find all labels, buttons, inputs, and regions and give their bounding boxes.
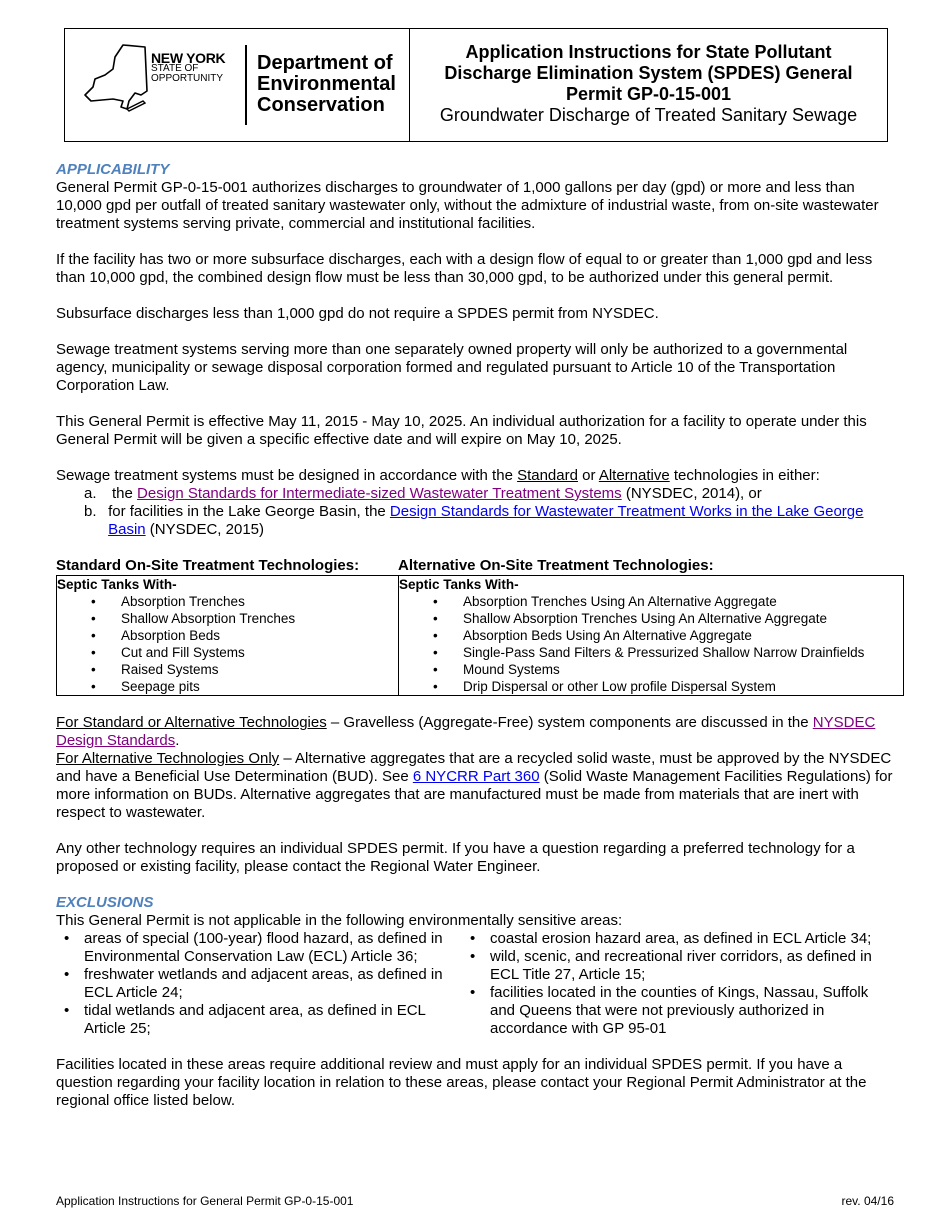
dec-line1: Department of	[257, 52, 393, 74]
footer-revision: rev. 04/16	[841, 1194, 894, 1208]
exclusions-heading: EXCLUSIONS	[56, 894, 154, 911]
document-title	[410, 29, 887, 141]
exclusions-intro: This General Permit is not applicable in the following environmentally sensitive areas:	[56, 912, 623, 929]
document-body	[56, 161, 896, 1128]
dec-line3: Conservation	[257, 94, 385, 116]
title-line1: Application Instructions for State Pollutant	[465, 42, 832, 62]
list-item: • Shallow Absorption Trenches Using An Alternative Aggregate	[399, 610, 903, 627]
standard-technologies-list	[57, 593, 398, 695]
list-item: • Absorption Trenches	[57, 593, 398, 610]
applicability-paragraph-3: Subsurface discharges less than 1,000 gpd do not require a SPDES permit from NYSDEC.	[56, 305, 659, 322]
exclusions-column-1	[56, 930, 456, 1038]
standard-technologies-heading: Standard On-Site Treatment Technologies:	[56, 557, 360, 574]
ny-wordmark	[151, 50, 226, 84]
dec-logo	[65, 29, 410, 141]
other-technology-paragraph: Any other technology requires an individual SPDES permit. If you have a question regarding a preferred technology for a proposed or existing facility, please contact the Regional Water Engineer.	[56, 840, 855, 875]
list-item: • wild, scenic, and recreational river corridors, as defined in ECL Title 27, Article 15;	[462, 948, 896, 984]
exclusions-list	[56, 930, 896, 1038]
alternative-technologies-heading: Alternative On-Site Treatment Technologies:	[398, 557, 714, 574]
applicability-paragraph-2: If the facility has two or more subsurface discharges, each with a design flow of equal to or greater than 1,000 gpd and less than 10,000 gpd, the combined design flow must be less than 30,000 gpd, to be authorized under this general permit.	[56, 251, 873, 286]
exclusions-column-2	[456, 930, 896, 1038]
list-item: • Absorption Beds Using An Alternative Aggregate	[399, 627, 903, 644]
document-header	[64, 28, 888, 142]
design-standards-list	[56, 485, 896, 539]
list-item: • Absorption Beds	[57, 627, 398, 644]
alternative-subheading: Septic Tanks With-	[399, 577, 519, 592]
list-item: • Drip Dispersal or other Low profile Dispersal System	[399, 678, 903, 695]
standard-subheading: Septic Tanks With-	[57, 577, 177, 592]
list-item: • Seepage pits	[57, 678, 398, 695]
alternative-term: Alternative	[598, 467, 670, 484]
list-item: • Mound Systems	[399, 661, 903, 678]
alternative-only-note: For Alternative Technologies Only – Alternative aggregates that are a recycled solid waste, must be approved by the NYSDEC and have a Beneficial Use Determination (BUD). See 6 NYCRR Part 360 (Solid Waste Management Facilities Regulations) for more information on BUDs. Alternative aggregates that are manufactured must be made from materials that are inert with respect to wastewater.	[56, 750, 893, 821]
list-item: • Absorption Trenches Using An Alternative Aggregate	[399, 593, 903, 610]
footer-document-name: Application Instructions for General Permit GP-0-15-001	[56, 1194, 354, 1208]
list-item: • Raised Systems	[57, 661, 398, 678]
lake-george-design-standards-link[interactable]: Design Standards for Wastewater Treatment Works in the Lake George Basin	[108, 503, 864, 538]
alternative-technologies-list	[399, 593, 903, 695]
list-item: b. for facilities in the Lake George Basin, the Design Standards for Wastewater Treatment Works in the Lake George Basin (NYSDEC, 2015)	[84, 503, 864, 538]
intermediate-design-standards-link[interactable]: Design Standards for Intermediate-sized Wastewater Treatment Systems	[137, 485, 622, 502]
new-york-state-map-icon	[83, 43, 149, 115]
document-subtitle: Groundwater Discharge of Treated Sanitary Sewage	[439, 105, 858, 125]
list-item: a. the Design Standards for Intermediate-sized Wastewater Treatment Systems (NYSDEC, 2014), or	[84, 485, 762, 502]
technologies-table	[56, 575, 904, 696]
standard-or-alternative-note: For Standard or Alternative Technologies – Gravelless (Aggregate-Free) system components are discussed in the NYSDEC Design Standards.	[56, 714, 876, 749]
list-item: • Shallow Absorption Trenches	[57, 610, 398, 627]
standard-technologies-column	[57, 576, 399, 695]
dec-line2: Environmental	[257, 73, 396, 95]
nysdec-design-standards-link[interactable]: NYSDEC Design Standards	[56, 714, 876, 749]
applicability-heading: APPLICABILITY	[56, 161, 170, 178]
applicability-paragraph-4: Sewage treatment systems serving more than one separately owned property will only be authorized to a governmental agency, municipality or sewage disposal corporation formed and regulated pursuant to Article 10 of the Transportation Corporation Law.	[56, 341, 848, 394]
ny-line1: NEW YORK	[151, 50, 226, 66]
list-item: • tidal wetlands and adjacent area, as defined in ECL Article 25;	[56, 1002, 456, 1038]
page-footer	[56, 1192, 894, 1210]
title-line3: Permit GP-0-15-001	[565, 84, 732, 104]
exclusions-closing-paragraph: Facilities located in these areas require additional review and must apply for an individual SPDES permit. If you have a question regarding your facility location in relation to these areas, please contact your Regional Permit Administrator at the regional office listed below.	[56, 1056, 867, 1109]
list-item: • Cut and Fill Systems	[57, 644, 398, 661]
dec-wordmark	[257, 53, 396, 116]
applicability-paragraph-5: This General Permit is effective May 11, 2015 - May 10, 2025. An individual authorization for a facility to operate under this General Permit will be given a specific effective date and will expire on May 10, 2025.	[56, 413, 867, 448]
alternative-technologies-column	[399, 576, 903, 695]
list-item: • facilities located in the counties of Kings, Nassau, Suffolk and Queens that were not previously authorized in accordance with GP 95-01	[462, 984, 896, 1038]
ny-line3: OPPORTUNITY	[151, 73, 224, 84]
technologies-headings	[56, 557, 896, 575]
list-item: • areas of special (100-year) flood hazard, as defined in Environmental Conservation Law (ECL) Article 36;	[56, 930, 456, 966]
title-line2: Discharge Elimination System (SPDES) General	[444, 63, 853, 83]
list-item: • Single-Pass Sand Filters & Pressurized Shallow Narrow Drainfields	[399, 644, 903, 661]
list-item: • freshwater wetlands and adjacent areas, as defined in ECL Article 24;	[56, 966, 456, 1002]
applicability-paragraph-1: General Permit GP-0-15-001 authorizes discharges to groundwater of 1,000 gallons per day (gpd) or more and less than 10,000 gpd per outfall of treated sanitary wastewater only, without the admixture of industrial waste, from on-site wastewater treatment systems serving private, commercial and institutional facilities.	[56, 179, 879, 232]
list-item: • coastal erosion hazard area, as defined in ECL Article 34;	[462, 930, 896, 948]
ny-line2: STATE OF	[151, 63, 199, 74]
standard-term: Standard	[517, 467, 578, 484]
logo-divider	[245, 45, 247, 125]
nycrr-part-360-link[interactable]: 6 NYCRR Part 360	[412, 768, 540, 785]
design-requirement-paragraph: Sewage treatment systems must be designed in accordance with the Standard or Alternative technologies in either:	[56, 467, 820, 484]
